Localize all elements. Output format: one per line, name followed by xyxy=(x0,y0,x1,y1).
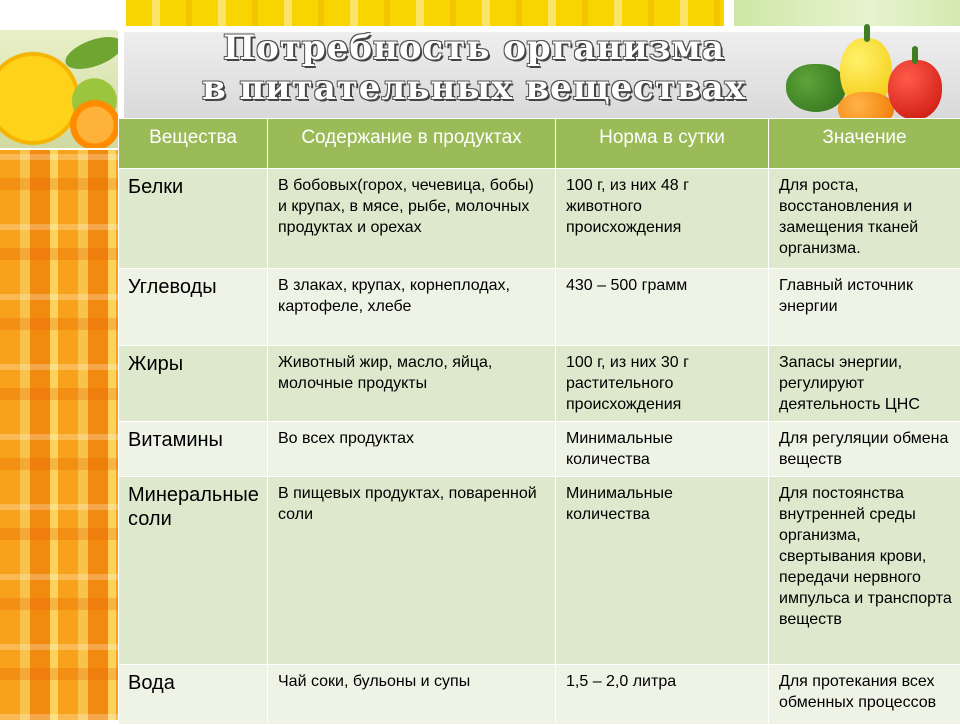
green-pepper-shape xyxy=(786,64,846,112)
header-substance: Вещества xyxy=(119,119,268,169)
cell-name: Жиры xyxy=(119,346,268,422)
header-content: Содержание в продуктах xyxy=(268,119,556,169)
cell-meaning: Главный источник энергии xyxy=(769,269,960,346)
cell-name: Вода xyxy=(119,665,268,725)
cell-norm: 100 г, из них 30 г растительного происхождения xyxy=(556,346,769,422)
cell-meaning: Для регуляции обмена веществ xyxy=(769,422,960,477)
title-line-2: в питательных веществах xyxy=(124,68,824,108)
table-row xyxy=(119,269,960,346)
title-line-1: Потребность организма xyxy=(124,28,824,68)
cell-content: Во всех продуктах xyxy=(268,422,556,477)
table-row xyxy=(119,346,960,422)
table-row xyxy=(119,665,960,725)
nutrients-table xyxy=(118,118,960,725)
table-row xyxy=(119,422,960,477)
cell-norm: 1,5 – 2,0 литра xyxy=(556,665,769,725)
header-norm: Норма в сутки xyxy=(556,119,769,169)
cell-meaning: Запасы энергии, регулируют деятельность ЦНС xyxy=(769,346,960,422)
cell-meaning: Для постоянства внутренней среды организма, свертывания крови, передачи нервного импульса и транспорта веществ xyxy=(769,477,960,665)
leaf-shape xyxy=(61,31,118,76)
cell-content: В пищевых продуктах, поваренной соли xyxy=(268,477,556,665)
peppers-image xyxy=(780,20,950,120)
table-header-row xyxy=(119,119,960,169)
cell-norm: Минимальные количества xyxy=(556,422,769,477)
cell-name: Витамины xyxy=(119,422,268,477)
cell-norm: 430 – 500 грамм xyxy=(556,269,769,346)
cell-norm: 100 г, из них 48 г животного происхождения xyxy=(556,169,769,269)
orange-plaid-pattern xyxy=(0,150,118,720)
cell-content: В бобовых(горох, чечевица, бобы) и крупах, в мясе, рыбе, молочных продуктах и орехах xyxy=(268,169,556,269)
cell-name: Углеводы xyxy=(119,269,268,346)
cell-name: Белки xyxy=(119,169,268,269)
cell-content: Чай соки, бульоны и супы xyxy=(268,665,556,725)
slide-title xyxy=(124,28,824,108)
table-row xyxy=(119,169,960,269)
cell-name: Минеральные соли xyxy=(119,477,268,665)
cell-content: В злаках, крупах, корнеплодах, картофеле, хлебе xyxy=(268,269,556,346)
cell-norm: Минимальные количества xyxy=(556,477,769,665)
cell-meaning: Для протекания всех обменных процессов xyxy=(769,665,960,725)
cell-content: Животный жир, масло, яйца, молочные продукты xyxy=(268,346,556,422)
fruit-image xyxy=(0,30,118,148)
cell-meaning: Для роста, восстановления и замещения тканей организма. xyxy=(769,169,960,269)
header-meaning: Значение xyxy=(769,119,960,169)
red-pepper-shape xyxy=(888,60,942,120)
table-row xyxy=(119,477,960,665)
orange-slice-shape xyxy=(70,100,118,148)
